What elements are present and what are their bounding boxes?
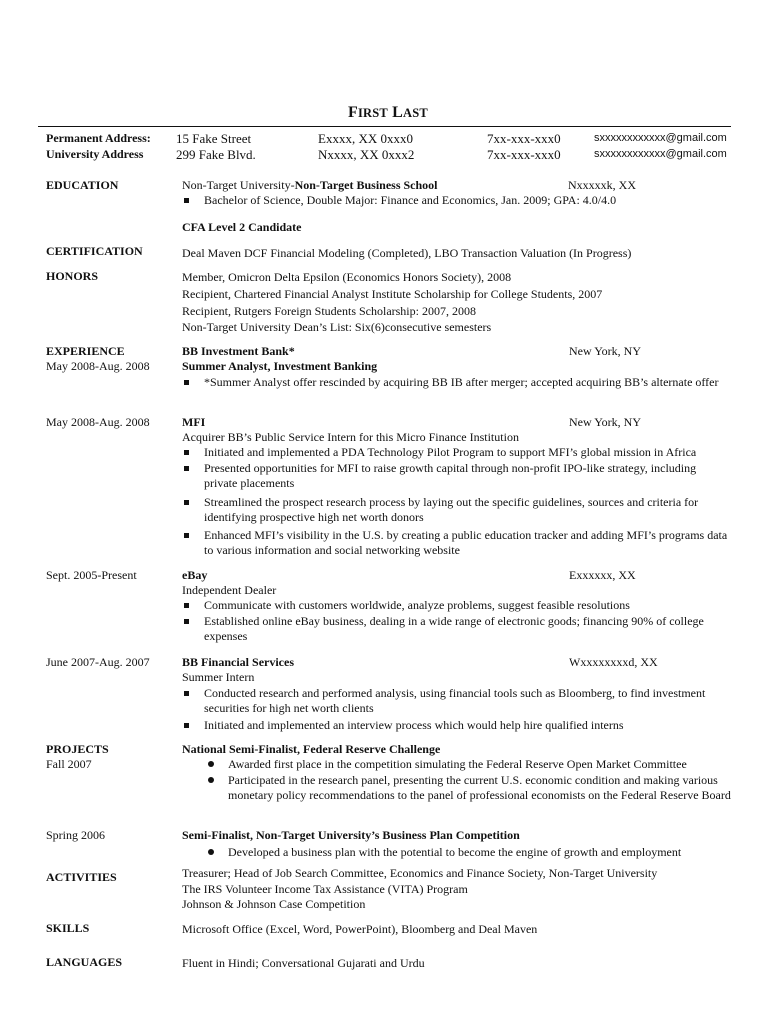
- languages-text: Fluent in Hindi; Conversational Gujarati and Urdu: [182, 956, 425, 970]
- honors-line: Recipient, Chartered Financial Analyst Institute Scholarship for College Students, 2007: [182, 287, 603, 301]
- job-location: Exxxxxx, XX: [569, 568, 636, 582]
- job-company: BB Investment Bank*: [182, 344, 295, 358]
- job-title: Independent Dealer: [182, 583, 277, 597]
- job-bullet: *Summer Analyst offer rescinded by acquiring BB IB after merger; accepted acquiring BB’s alternate offer: [204, 375, 724, 390]
- activities-heading: ACTIVITIES: [46, 870, 117, 884]
- permanent-address-label: Permanent Address:: [46, 131, 151, 145]
- activities-line: Treasurer; Head of Job Search Committee, Economics and Finance Society, Non-Target University: [182, 866, 658, 880]
- project-date: Spring 2006: [46, 828, 106, 842]
- honors-line: Non-Target University Dean’s List: Six(6)consecutive semesters: [182, 320, 492, 334]
- job-title: Acquirer BB’s Public Service Intern for this Micro Finance Institution: [182, 430, 519, 444]
- square-bullet-icon: [184, 450, 189, 455]
- square-bullet-icon: [184, 691, 189, 696]
- job-title: Summer Intern: [182, 670, 255, 684]
- honors-heading: HONORS: [46, 269, 99, 283]
- education-location: Nxxxxxk, XX: [568, 178, 636, 192]
- permanent-city: Exxxx, XX 0xxx0: [318, 131, 413, 146]
- projects-heading: PROJECTS: [46, 742, 109, 756]
- round-bullet-icon: [208, 777, 214, 783]
- university-phone: 7xx-xxx-xxx0: [487, 147, 561, 162]
- honors-line: Recipient, Rutgers Foreign Students Scholarship: 2007, 2008: [182, 304, 476, 318]
- cfa-candidate: CFA Level 2 Candidate: [182, 220, 302, 234]
- job-company: BB Financial Services: [182, 655, 294, 669]
- job-location: New York, NY: [569, 415, 642, 429]
- job-date: June 2007-Aug. 2007: [46, 655, 150, 669]
- job-bullet: Communicate with customers worldwide, analyze problems, suggest feasible resolutions: [204, 598, 630, 613]
- certification-text: Deal Maven DCF Financial Modeling (Completed), LBO Transaction Valuation (In Progress): [182, 246, 632, 260]
- job-bullet: Initiated and implemented a PDA Technology Pilot Program to support MFI’s global mission in Africa: [204, 445, 728, 460]
- job-bullet: Enhanced MFI’s visibility in the U.S. by creating a public education tracker and adding MFI’s programs data to various information and social networking website: [204, 528, 732, 558]
- job-company: eBay: [182, 568, 208, 582]
- round-bullet-icon: [208, 761, 214, 767]
- education-heading: EDUCATION: [46, 178, 119, 192]
- resume-name: FIRST LAST: [348, 104, 428, 121]
- activities-line: The IRS Volunteer Income Tax Assistance (VITA) Program: [182, 882, 468, 896]
- square-bullet-icon: [184, 466, 189, 471]
- certification-heading: CERTIFICATION: [46, 244, 143, 258]
- permanent-email[interactable]: sxxxxxxxxxxxx@gmail.com: [594, 132, 727, 144]
- job-bullet: Established online eBay business, dealing in a wide range of electronic goods; financing 90% of college expenses: [204, 614, 730, 644]
- job-bullet: Initiated and implemented an interview process which would help hire qualified interns: [204, 718, 624, 733]
- square-bullet-icon: [184, 500, 189, 505]
- university-email[interactable]: sxxxxxxxxxxxx@gmail.com: [594, 148, 727, 160]
- square-bullet-icon: [184, 533, 189, 538]
- skills-heading: SKILLS: [46, 921, 90, 935]
- job-bullet: Conducted research and performed analysis, using financial tools such as Bloomberg, to find investment securities for high net worth clients: [204, 686, 730, 716]
- languages-heading: LANGUAGES: [46, 955, 123, 969]
- project-bullet: Participated in the research panel, presenting the current U.S. economic condition and making various monetary policy recommendations to the panel of professional economists on the Federal Reserve Board: [228, 773, 743, 803]
- education-degree-bullet: Bachelor of Science, Double Major: Finance and Economics, Jan. 2009; GPA: 4.0/4.0: [204, 193, 616, 208]
- university-street: 299 Fake Blvd.: [176, 147, 256, 162]
- square-bullet-icon: [184, 619, 189, 624]
- job-bullet: Presented opportunities for MFI to raise growth capital through non-profit IPO-like strategy, including private placements: [204, 461, 720, 491]
- education-school: Non-Target University-Non-Target Business School: [182, 178, 438, 192]
- round-bullet-icon: [208, 849, 214, 855]
- project-bullet: Developed a business plan with the potential to become the engine of growth and employment: [228, 845, 681, 860]
- permanent-phone: 7xx-xxx-xxx0: [487, 131, 561, 146]
- project-date: Fall 2007: [46, 757, 92, 771]
- job-location: Wxxxxxxxxd, XX: [569, 655, 658, 669]
- square-bullet-icon: [184, 723, 189, 728]
- experience-heading: EXPERIENCE: [46, 344, 125, 358]
- square-bullet-icon: [184, 603, 189, 608]
- job-date: May 2008-Aug. 2008: [46, 415, 150, 429]
- job-date: Sept. 2005-Present: [46, 568, 137, 582]
- square-bullet-icon: [184, 198, 189, 203]
- project-title: Semi-Finalist, Non-Target University’s Business Plan Competition: [182, 828, 520, 842]
- job-location: New York, NY: [569, 344, 642, 358]
- job-company: MFI: [182, 415, 206, 429]
- square-bullet-icon: [184, 380, 189, 385]
- header-rule: [38, 126, 731, 127]
- project-title: National Semi-Finalist, Federal Reserve Challenge: [182, 742, 441, 756]
- job-title: Summer Analyst, Investment Banking: [182, 359, 378, 373]
- honors-line: Member, Omicron Delta Epsilon (Economics Honors Society), 2008: [182, 270, 512, 284]
- activities-line: Johnson & Johnson Case Competition: [182, 897, 366, 911]
- job-bullet: Streamlined the prospect research process by laying out the specific guidelines, sources and criteria for identifying prospective high net worth donors: [204, 495, 724, 525]
- university-city: Nxxxx, XX 0xxx2: [318, 147, 415, 162]
- skills-text: Microsoft Office (Excel, Word, PowerPoint), Bloomberg and Deal Maven: [182, 922, 538, 936]
- permanent-street: 15 Fake Street: [176, 131, 252, 146]
- job-date: May 2008-Aug. 2008: [46, 359, 150, 373]
- university-address-label: University Address: [46, 147, 144, 161]
- project-bullet: Awarded first place in the competition simulating the Federal Reserve Open Market Committee: [228, 757, 687, 772]
